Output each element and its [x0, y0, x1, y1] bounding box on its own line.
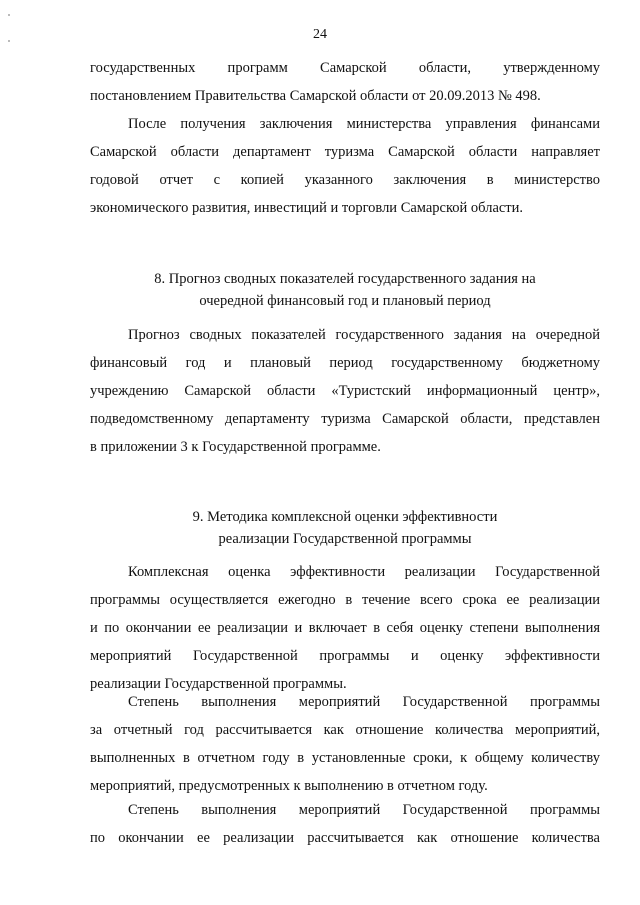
heading-line: реализации Государственной программы: [218, 531, 472, 547]
text-line: за отчетный год рассчитывается как отношение количества мероприятий,: [90, 722, 600, 738]
heading-line: очередной финансовый год и плановый период: [199, 293, 491, 309]
text-line: и по окончании ее реализации и включает в себя оценку степени выполнения: [90, 620, 600, 636]
text-line: мероприятий Государственной программы и оценку эффективности: [90, 648, 600, 664]
scan-mark: [8, 14, 10, 16]
section-9-paragraph-3: [90, 796, 600, 852]
section-9-heading: [90, 506, 600, 550]
text-line: экономического развития, инвестиций и торговли Самарской области.: [90, 200, 524, 216]
text-line: постановлением Правительства Самарской области от 20.09.2013 № 498.: [90, 88, 541, 104]
text-line: Степень выполнения мероприятий Государственной программы: [128, 694, 600, 710]
text-line: Самарской области департамент туризма Самарской области направляет: [90, 144, 600, 160]
text-line: учреждению Самарской области «Туристский информационный центр»,: [90, 383, 600, 399]
heading-line: 9. Методика комплексной оценки эффективности: [192, 509, 498, 525]
text-line: Прогноз сводных показателей государственного задания на очередной: [128, 327, 600, 343]
text-line: программы осуществляется ежегодно в течение всего срока ее реализации: [90, 592, 600, 608]
heading-line: 8. Прогноз сводных показателей государственного задания на: [154, 271, 536, 287]
text-line: в приложении 3 к Государственной программе.: [90, 439, 381, 455]
section-9-paragraph-2: [90, 688, 600, 800]
page-number: 24: [313, 27, 327, 42]
section-8-heading: [90, 268, 600, 312]
text-line: финансовый год и плановый период государственному бюджетному: [90, 355, 600, 371]
text-line: мероприятий, предусмотренных к выполнению в отчетном году.: [90, 778, 488, 794]
paragraph-report: [90, 110, 600, 222]
section-9-paragraph-1: [90, 558, 600, 698]
paragraph-continuation: [90, 54, 600, 110]
text-line: После получения заключения министерства управления финансами: [128, 116, 600, 132]
text-line: годовой отчет с копией указанного заключения в министерство: [90, 172, 600, 188]
text-line: государственных программ Самарской области, утвержденному: [90, 60, 600, 76]
text-line: реализации Государственной программы.: [90, 676, 347, 692]
section-8-paragraph: [90, 321, 600, 461]
text-line: подведомственному департаменту туризма Самарской области, представлен: [90, 411, 600, 427]
text-line: по окончании ее реализации рассчитывается как отношение количества: [90, 830, 600, 846]
text-line: Комплексная оценка эффективности реализации Государственной: [128, 564, 600, 580]
text-line: выполненных в отчетном году в установленные сроки, к общему количеству: [90, 750, 600, 766]
text-line: Степень выполнения мероприятий Государственной программы: [128, 802, 600, 818]
